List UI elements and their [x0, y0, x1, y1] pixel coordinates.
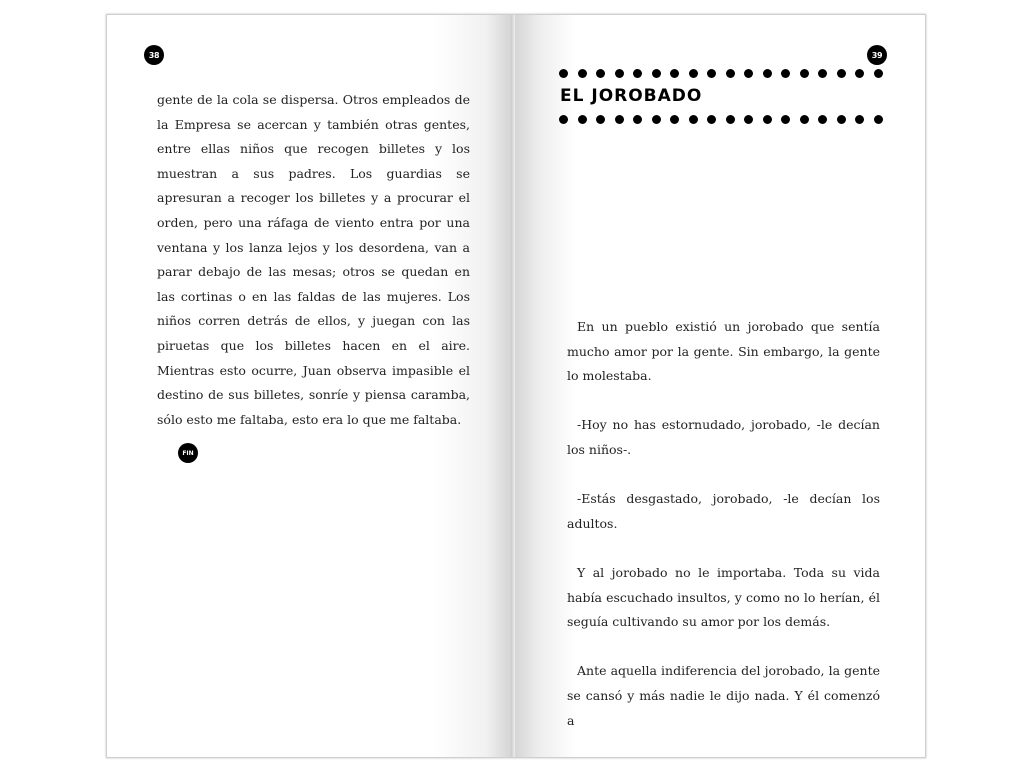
dot	[744, 69, 753, 78]
dot	[726, 69, 735, 78]
dot	[559, 69, 568, 78]
dot	[781, 69, 790, 78]
story-paragraph: -Hoy no has estornudado, jorobado, -le decían los niños-.	[567, 417, 880, 457]
dot	[596, 115, 605, 124]
dot	[689, 69, 698, 78]
dot	[874, 69, 883, 78]
dot	[652, 69, 661, 78]
page-number-right: 39	[867, 45, 887, 65]
dot	[707, 115, 716, 124]
dot	[818, 115, 827, 124]
dot	[818, 69, 827, 78]
dot	[578, 69, 587, 78]
dot	[559, 115, 568, 124]
dot	[837, 115, 846, 124]
story-paragraph: En un pueblo existió un jorobado que sentía mucho amor por la gente. Sin embargo, la gente lo molestaba.	[567, 319, 880, 384]
right-page-text	[567, 315, 880, 758]
dot	[781, 115, 790, 124]
dot	[670, 69, 679, 78]
dot	[633, 69, 642, 78]
story-paragraph: Ante aquella indiferencia del jorobado, la gente se cansó y más nadie le dijo nada. Y él comenzó a	[567, 663, 880, 728]
dot	[596, 69, 605, 78]
dot	[800, 115, 809, 124]
left-paragraph: gente de la cola se dispersa. Otros empleados de la Empresa se acercan y también otras gentes, entre ellas niños que recogen billetes y los muestran a sus padres. Los guardias se apresuran a recoger los billetes y a procurar el orden, pero una ráfaga de viento entra por una ventana y los lanza lejos y los desordena, van a parar debajo de las mesas; otros se quedan en las cortinas o en las faldas de las mujeres. Los niños corren detrás de ellos, y juegan con las piruetas que los billetes hacen en el aire. Mientras esto ocurre, Juan observa impasible el destino de sus billetes, sonríe y piensa caramba, sólo esto me faltaba, esto era lo que me faltaba.	[157, 92, 470, 427]
dot	[652, 115, 661, 124]
dot	[763, 69, 772, 78]
story-paragraph: -Estás desgastado, jorobado, -le decían los adultos.	[567, 491, 880, 531]
dot	[855, 115, 864, 124]
page-number-left: 38	[144, 45, 164, 65]
dot	[837, 69, 846, 78]
dot	[763, 115, 772, 124]
dot	[707, 69, 716, 78]
dot	[578, 115, 587, 124]
dot	[800, 69, 809, 78]
fin-mark: FIN	[178, 443, 198, 463]
dot	[689, 115, 698, 124]
dot	[615, 115, 624, 124]
story-paragraph: Y al jorobado no le importaba. Toda su vida había escuchado insultos, y como no lo herían, él seguía cultivando su amor por los demás.	[567, 564, 880, 630]
dot	[670, 115, 679, 124]
dot	[855, 69, 864, 78]
open-book	[106, 14, 926, 758]
dot	[633, 115, 642, 124]
left-page	[107, 15, 515, 757]
dot-border-bottom	[559, 113, 883, 125]
dot	[874, 115, 883, 124]
left-page-text	[157, 88, 470, 432]
dot	[744, 115, 753, 124]
dot	[726, 115, 735, 124]
dot	[615, 69, 624, 78]
chapter-title: EL JOROBADO	[560, 86, 703, 106]
dot-border-top	[559, 67, 883, 79]
